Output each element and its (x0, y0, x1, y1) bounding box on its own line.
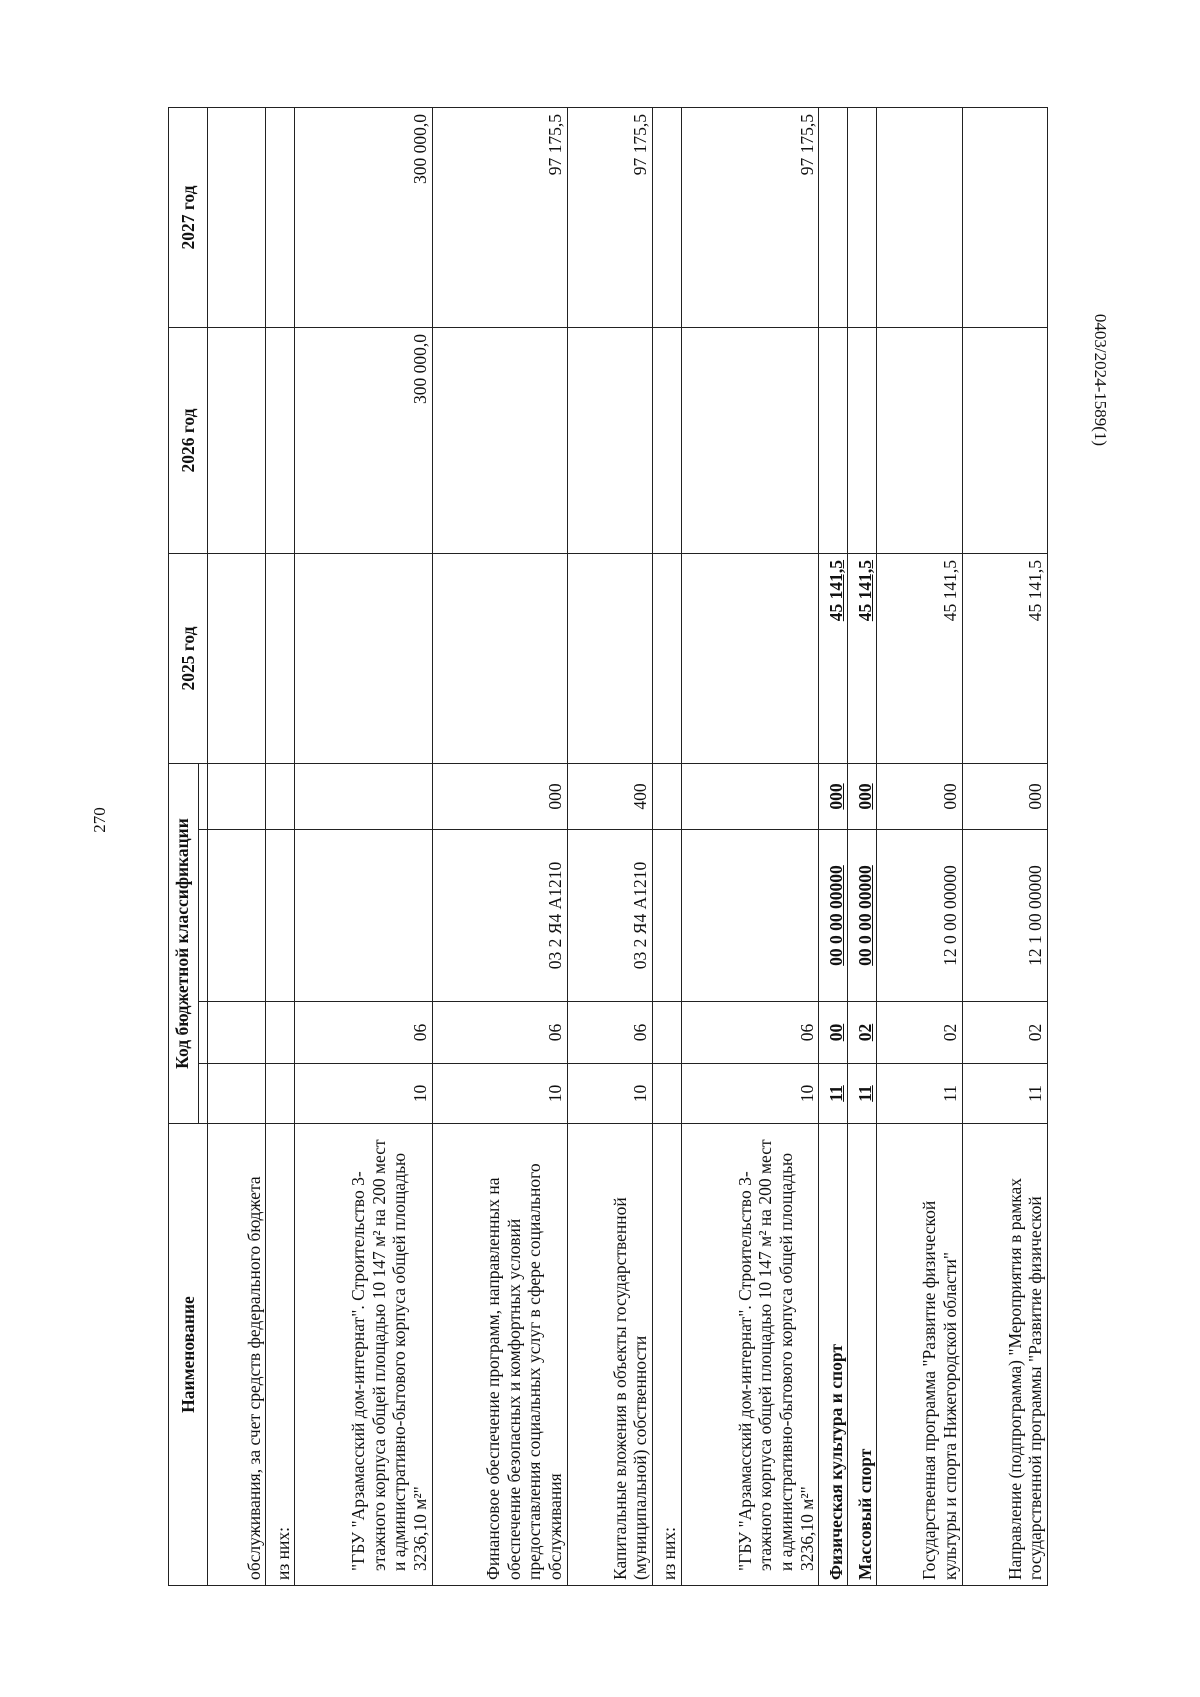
row-value-2026 (567, 327, 652, 553)
row-name: обслуживания, за счет средств федерального бюджета (208, 1124, 266, 1586)
row-subsection: 02 (962, 1002, 1047, 1064)
row-value-2027 (208, 107, 266, 327)
row-expense-type: 000 (877, 763, 962, 829)
row-section (208, 1064, 266, 1124)
row-name: Массовый спорт (848, 1124, 877, 1586)
row-value-2027 (819, 107, 848, 327)
table-row (208, 107, 266, 1585)
row-name: "ГБУ "Арзамасский дом-интернат". Строительство 3-этажного корпуса общей площадью 10 147 м² на 200 мест и административно-бытового корпуса общей площадью 3236,10 м²" (295, 1124, 432, 1586)
row-value-2027: 97 175,5 (681, 107, 818, 327)
row-value-2025 (432, 553, 567, 763)
table-row (432, 107, 567, 1585)
row-value-2027: 97 175,5 (432, 107, 567, 327)
row-value-2026 (208, 327, 266, 553)
table-row (295, 107, 432, 1585)
header-name: Наименование (169, 1124, 208, 1586)
row-expense-type: 000 (432, 763, 567, 829)
row-subsection (208, 1002, 266, 1064)
row-value-2026 (819, 327, 848, 553)
row-target-article: 00 0 00 00000 (848, 830, 877, 1002)
subheader-section (199, 1064, 208, 1124)
row-value-2026 (962, 327, 1047, 553)
row-target-article: 12 0 00 00000 (877, 830, 962, 1002)
row-value-2026 (652, 327, 681, 553)
row-expense-type (266, 763, 295, 829)
row-name: "ГБУ "Арзамасский дом-интернат". Строительство 3-этажного корпуса общей площадью 10 147 м² на 200 мест и административно-бытового корпуса общей площадью 3236,10 м²" (681, 1124, 818, 1586)
header-2027: 2027 год (169, 107, 208, 327)
row-name: Направление (подпрограмма) "Мероприятия в рамках государственной программы "Развитие физической (962, 1124, 1047, 1586)
rotated-table-container (168, 108, 1048, 1586)
row-name: Физическая культура и спорт (819, 1124, 848, 1586)
row-expense-type (681, 763, 818, 829)
row-value-2025 (567, 553, 652, 763)
row-name: Государственная программа "Развитие физической культуры и спорта Нижегородской области" (877, 1124, 962, 1586)
row-section: 11 (848, 1064, 877, 1124)
header-code-group: Код бюджетной классификации (169, 763, 199, 1123)
row-section: 11 (819, 1064, 848, 1124)
row-expense-type: 400 (567, 763, 652, 829)
row-section: 11 (962, 1064, 1047, 1124)
row-value-2025 (681, 553, 818, 763)
row-subsection: 06 (681, 1002, 818, 1064)
row-target-article (681, 830, 818, 1002)
row-subsection (652, 1002, 681, 1064)
table-row (877, 107, 962, 1585)
row-expense-type (208, 763, 266, 829)
row-section: 10 (567, 1064, 652, 1124)
row-value-2027 (266, 107, 295, 327)
row-expense-type: 000 (848, 763, 877, 829)
table-row (652, 107, 681, 1585)
row-expense-type: 000 (819, 763, 848, 829)
row-subsection: 06 (567, 1002, 652, 1064)
row-name: Капитальные вложения в объекты государственной (муниципальной) собственности (567, 1124, 652, 1586)
row-target-article: 03 2 Я4 А1210 (432, 830, 567, 1002)
subheader-subsection (199, 1002, 208, 1064)
subheader-expense-type (199, 763, 208, 829)
row-value-2026: 300 000,0 (295, 327, 432, 553)
row-value-2025: 45 141,5 (848, 553, 877, 763)
table-header-row (169, 107, 199, 1585)
row-target-article (652, 830, 681, 1002)
row-value-2025 (208, 553, 266, 763)
table-row (266, 107, 295, 1585)
row-section: 10 (295, 1064, 432, 1124)
row-value-2027 (652, 107, 681, 327)
row-section: 10 (681, 1064, 818, 1124)
row-target-article: 00 0 00 00000 (819, 830, 848, 1002)
row-value-2025 (652, 553, 681, 763)
row-subsection: 02 (848, 1002, 877, 1064)
table-row (962, 107, 1047, 1585)
row-value-2026 (266, 327, 295, 553)
row-target-article: 12 1 00 00000 (962, 830, 1047, 1002)
row-expense-type (652, 763, 681, 829)
row-subsection: 00 (819, 1002, 848, 1064)
row-value-2027 (877, 107, 962, 327)
header-2026: 2026 год (169, 327, 208, 553)
row-expense-type (295, 763, 432, 829)
budget-table (168, 107, 1048, 1586)
row-value-2026 (877, 327, 962, 553)
table-row (681, 107, 818, 1585)
row-value-2026 (848, 327, 877, 553)
row-name: Финансовое обеспечение программ, направленных на обеспечение безопасных и комфортных условий предоставления социальных услуг в сфере социального обслуживания (432, 1124, 567, 1586)
row-target-article: 03 2 Я4 А1210 (567, 830, 652, 1002)
row-value-2025: 45 141,5 (962, 553, 1047, 763)
row-target-article (208, 830, 266, 1002)
row-section: 11 (877, 1064, 962, 1124)
document-code: 0403/2024-1589(1) (1091, 313, 1110, 447)
row-value-2027: 97 175,5 (567, 107, 652, 327)
table-row (848, 107, 877, 1585)
row-name: из них: (652, 1124, 681, 1586)
row-value-2025: 45 141,5 (877, 553, 962, 763)
row-section: 10 (432, 1064, 567, 1124)
row-value-2026 (432, 327, 567, 553)
subheader-target-article (199, 830, 208, 1002)
row-value-2027 (848, 107, 877, 327)
row-value-2025 (266, 553, 295, 763)
row-target-article (266, 830, 295, 1002)
page-number: 270 (90, 807, 109, 833)
row-value-2027: 300 000,0 (295, 107, 432, 327)
table-row (819, 107, 848, 1585)
row-name: из них: (266, 1124, 295, 1586)
row-section (652, 1064, 681, 1124)
row-subsection (266, 1002, 295, 1064)
row-target-article (295, 830, 432, 1002)
row-value-2027 (962, 107, 1047, 327)
row-value-2026 (681, 327, 818, 553)
row-value-2025 (295, 553, 432, 763)
row-subsection: 02 (877, 1002, 962, 1064)
row-subsection: 06 (432, 1002, 567, 1064)
row-value-2025: 45 141,5 (819, 553, 848, 763)
table-row (567, 107, 652, 1585)
header-2025: 2025 год (169, 553, 208, 763)
row-subsection: 06 (295, 1002, 432, 1064)
row-expense-type: 000 (962, 763, 1047, 829)
row-section (266, 1064, 295, 1124)
